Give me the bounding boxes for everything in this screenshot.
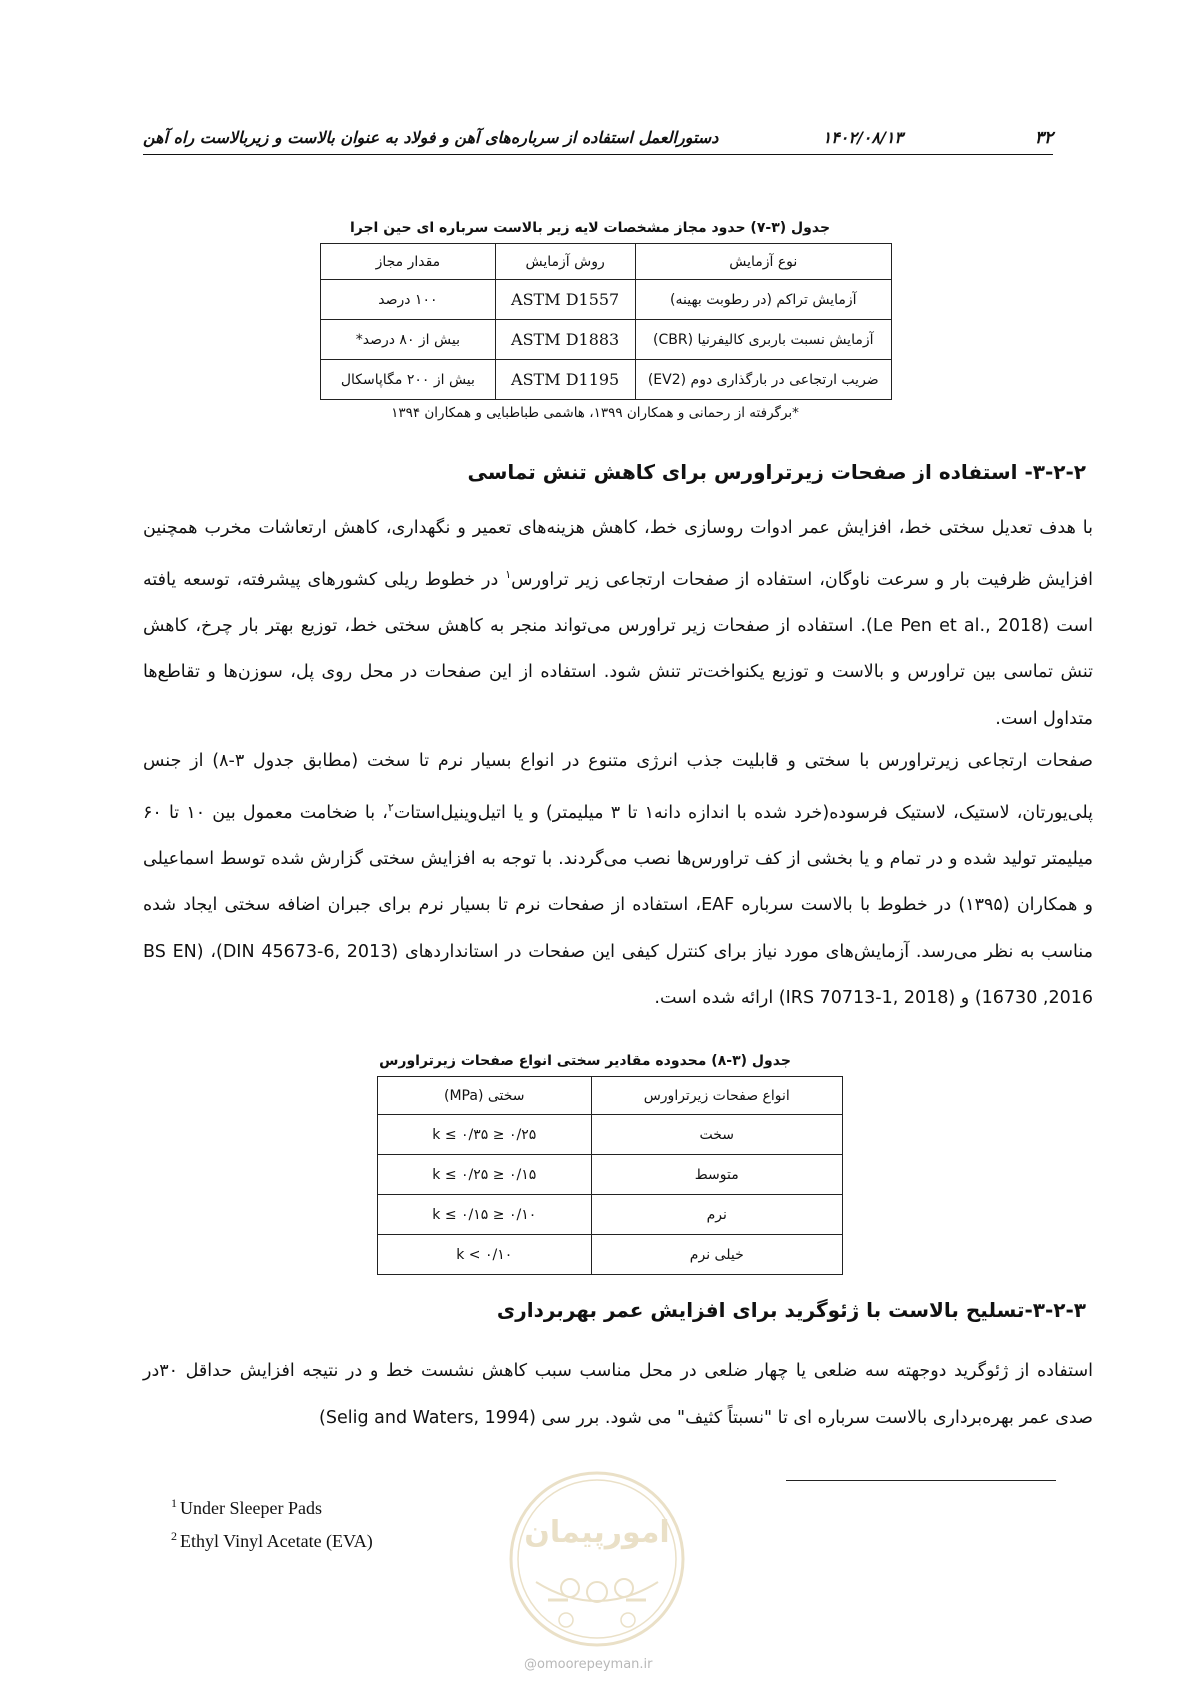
- table8-caption: جدول (۳-۸) محدوده مقادیر سختی انواع صفحات زیرتراورس: [379, 1053, 791, 1069]
- table-header-cell: سختی (MPa): [378, 1077, 592, 1115]
- table-row: [321, 320, 892, 360]
- body-paragraph: [143, 738, 1093, 1022]
- paragraph-text: صفحات ارتجاعی زیرتراورس با سختی و قابلیت جذب انرژی متنوع در انواع بسیار نرم تا سخت (مطابق جدول ۳-۸) از جنس پلی‌یورتان، لاستیک، لاستیک فرسوده(خرد شده با اندازه دانه۱ تا ۳ میلیمتر) و یا اتیل‌وینیل‌استات: [143, 751, 1094, 823]
- table-cell: ۰/۱۰ ≤ k ≤ ۰/۱۵: [378, 1195, 592, 1235]
- body-paragraph: استفاده از ژئوگرید دوجهته سه ضلعی یا چهار ضلعی در محل مناسب سبب کاهش نشست خط و در نتیجه افزایش حداقل ۳۰در صدی عمر بهره‌برداری بالاست سرباره ای تا "نسبتاً کثیف" می شود. برر سی (Selig and Waters, 1994): [143, 1361, 1093, 1428]
- footnote-divider: [786, 1480, 1056, 1481]
- table-cell: ۰/۱۵ ≤ k ≤ ۰/۲۵: [378, 1155, 592, 1195]
- table-header-cell: روش آزمایش: [495, 244, 635, 280]
- footnote: [171, 1529, 373, 1552]
- paragraph-text: با هدف تعدیل سختی خط، افزایش عمر ادوات روسازی خط، کاهش هزینه‌های تعمیر و نگهداری، کاهش ارتعاشات مخرب همچنین افزایش ظرفیت بار و سرعت ناوگان، استفاده از صفحات ارتجاعی زیر تراورس: [143, 518, 1093, 590]
- page-header: [143, 128, 1053, 155]
- body-paragraph: [143, 505, 1093, 742]
- table-header-row: [378, 1077, 843, 1115]
- table-cell: ضریب ارتجاعی در بارگذاری دوم (EV2): [635, 360, 891, 400]
- table-header-cell: انواع صفحات زیرتراورس: [591, 1077, 842, 1115]
- table-cell: ASTM D1557: [495, 280, 635, 320]
- table-cell: ۰/۲۵ ≤ k ≤ ۰/۳۵: [378, 1115, 592, 1155]
- page-number: ۳۲: [1034, 128, 1053, 148]
- table-row: [378, 1235, 843, 1275]
- table-header-cell: نوع آزمایش: [635, 244, 891, 280]
- section-heading: ۳-۲-۲- استفاده از صفحات زیرتراورس برای کاهش تنش تماسی: [467, 460, 1086, 484]
- table-cell: متوسط: [591, 1155, 842, 1195]
- table-cell: ASTM D1195: [495, 360, 635, 400]
- table-cell: ASTM D1883: [495, 320, 635, 360]
- footnote-text: Under Sleeper Pads: [180, 1498, 322, 1518]
- table7-caption: جدول (۳-۷) حدود مجاز مشخصات لایه زیر بالاست سرباره ای حین اجرا: [349, 220, 831, 236]
- footnote-number: 2: [171, 1529, 177, 1543]
- table-row: [378, 1115, 843, 1155]
- table7: [320, 243, 892, 400]
- table-cell: خیلی نرم: [591, 1235, 842, 1275]
- table-cell: نرم: [591, 1195, 842, 1235]
- footnote-ref: ۱: [505, 567, 512, 581]
- footnote-number: 1: [171, 1496, 177, 1510]
- table7-note: *برگرفته از رحمانی و همکاران ۱۳۹۹، هاشمی طباطبایی و همکاران ۱۳۹۴: [391, 405, 799, 421]
- table-row: [378, 1195, 843, 1235]
- table-row: [378, 1155, 843, 1195]
- header-date: ۱۴۰۲/۰۸/۱۳: [822, 128, 903, 147]
- table-row: [321, 280, 892, 320]
- table-cell: آزمایش نسبت باربری کالیفرنیا (CBR): [635, 320, 891, 360]
- table8: [377, 1076, 843, 1275]
- watermark-logo: [508, 1470, 686, 1648]
- paragraph-text: در خطوط ریلی کشورهای پیشرفته، توسعه یافته است (Le Pen et al., 2018). استفاده از صفحات زیر تراورس می‌تواند منجر به کاهش سختی خط، توزیع بهتر بار چرخ، کاهش تنش تماسی بین تراورس و بالاست و توزیع یکنواخت‌تر تنش شود. استفاده از این صفحات در محل روی پل، سوزن‌ها و تقاطع‌ها متداول است.: [143, 569, 1093, 729]
- table-cell: بیش از ۲۰۰ مگاپاسکال: [321, 360, 496, 400]
- table-row: [321, 360, 892, 400]
- table-header-cell: مقدار مجاز: [321, 244, 496, 280]
- table-cell: آزمایش تراکم (در رطوبت بهینه): [635, 280, 891, 320]
- footnote-text: Ethyl Vinyl Acetate (EVA): [180, 1531, 373, 1551]
- watermark-logo-text: امورپیمان: [524, 1515, 670, 1550]
- watermark-url: @omoorepeyman.ir: [524, 1657, 653, 1672]
- table-cell: k < ۰/۱۰: [378, 1235, 592, 1275]
- table-cell: ۱۰۰ درصد: [321, 280, 496, 320]
- table-cell: بیش از ۸۰ درصد*: [321, 320, 496, 360]
- footnote-ref: ۲: [387, 800, 394, 814]
- table-header-row: [321, 244, 892, 280]
- footnote: [171, 1496, 322, 1519]
- header-title: دستورالعمل استفاده از سرباره‌های آهن و فولاد به عنوان بالاست و زیربالاست راه آهن: [143, 128, 719, 147]
- section-heading: ۳-۲-۳-تسلیح بالاست با ژئوگرید برای افزایش عمر بهربرداری: [496, 1298, 1086, 1322]
- paragraph-text: ، با ضخامت معمول بین ۱۰ تا ۶۰ میلیمتر تولید شده و در تمام و یا بخشی از کف تراورس‌ها نصب می‌گردند. با توجه به افزایش سختی گزارش شده توسط اسماعیلی و همکاران (۱۳۹۵) در خطوط با بالاست سرباره EAF، استفاده از صفحات نرم تا بسیار نرم برای جبران اضافه سختی ایجاد شده مناسب به نظر می‌رسد. آزمایش‌های مورد نیاز برای کنترل کیفی این صفحات در استانداردهای (DIN 45673-6, 2013)، (BS EN 16730 ,2016) و (IRS 70713-1, 2018) ارائه شده است.: [143, 802, 1093, 1009]
- table-cell: سخت: [591, 1115, 842, 1155]
